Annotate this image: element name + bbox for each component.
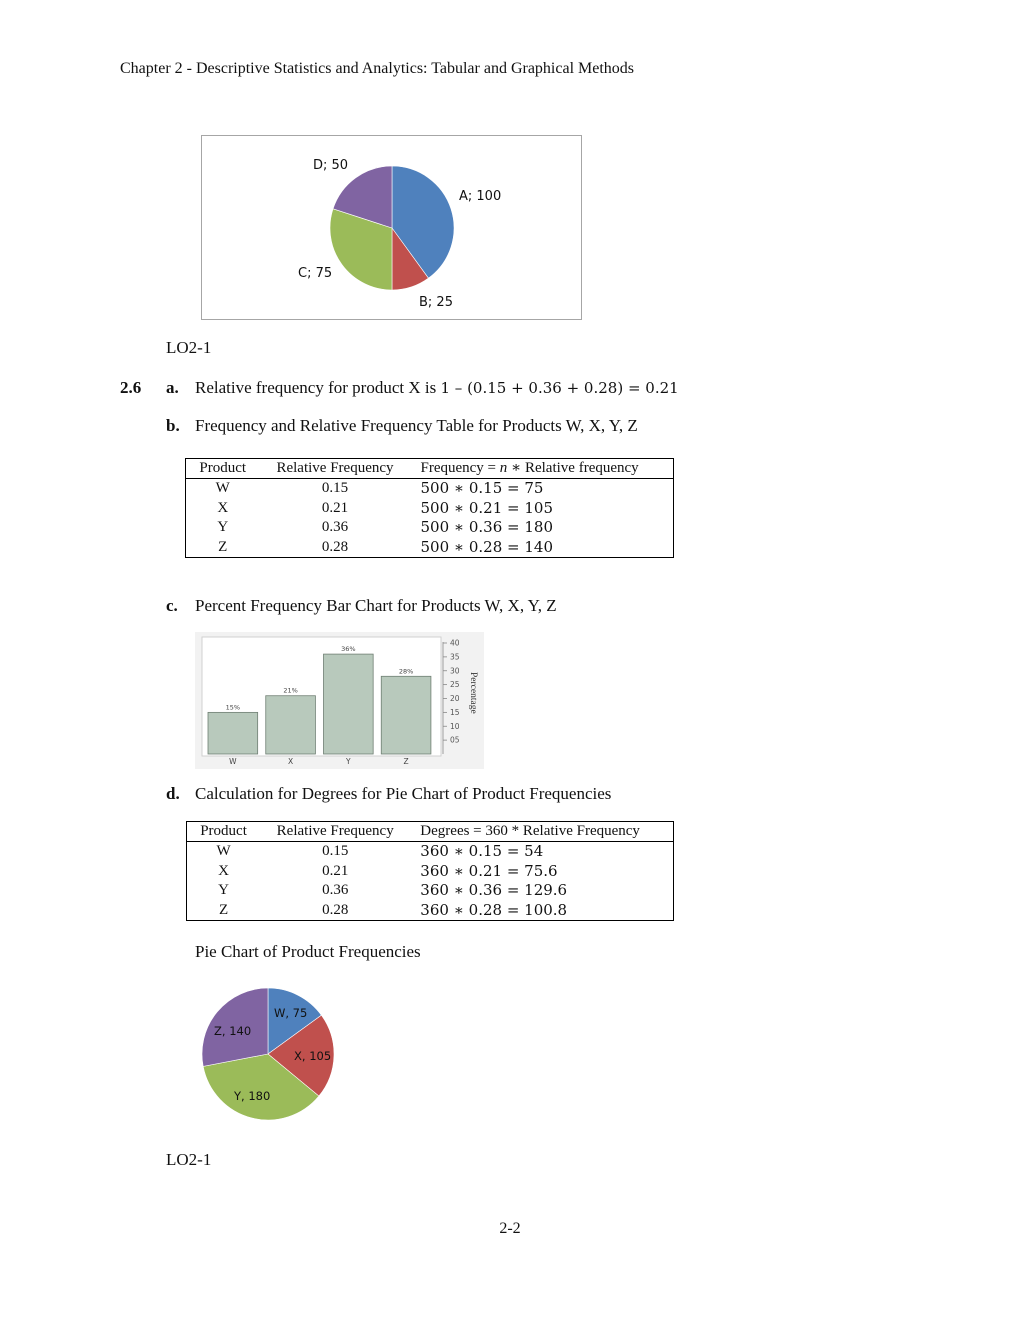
y-tick-label: 40 — [450, 638, 460, 648]
frequency-table-header — [186, 459, 674, 479]
pie-products-label-z: Z, 140 — [214, 1024, 252, 1038]
part-d-text: Calculation for Degrees for Pie Chart of Product Frequencies — [195, 784, 612, 803]
degrees-table-wrap — [186, 821, 674, 921]
frequency-table-cell-product: X — [217, 499, 229, 516]
bar-w — [208, 712, 258, 754]
part-c-letter: c. — [166, 596, 178, 615]
frequency-table-cell-relative-frequency: 0.28 — [321, 538, 349, 555]
frequency-table-cell-relative-frequency: 0.36 — [321, 519, 349, 535]
part-c-text: Percent Frequency Bar Chart for Products W, X, Y, Z — [195, 596, 557, 615]
lo-label-top: LO2-1 — [166, 338, 212, 357]
frequency-table-row — [186, 538, 674, 558]
degrees-table-cell-value: 360 ∗ 0.15 = 54 — [420, 842, 544, 860]
frequency-table-wrap — [185, 458, 674, 558]
degrees-table-cell-relative-frequency: 0.36 — [322, 882, 349, 898]
y-axis-title: Percentage — [468, 672, 478, 714]
pie-products-label-x: X, 105 — [294, 1049, 332, 1063]
frequency-table — [185, 458, 674, 558]
col-frequency-n: n — [499, 460, 508, 476]
col-relative-frequency: Relative Frequency — [260, 459, 411, 479]
col-frequency-rest: ∗ Relative frequency — [507, 460, 639, 476]
frequency-table-cell-relative-frequency: 0.21 — [321, 499, 349, 516]
frequency-table-row — [186, 479, 674, 499]
col-relative-frequency: Relative Frequency — [260, 822, 410, 842]
y-tick-label: 20 — [450, 694, 460, 703]
frequency-table-cell-value: 500 ∗ 0.15 = 75 — [420, 479, 544, 497]
degrees-table-cell-relative-frequency: 0.28 — [322, 901, 349, 918]
pie-chart-products — [195, 980, 345, 1130]
col-frequency — [411, 459, 674, 479]
y-tick-label: 35 — [450, 652, 460, 662]
x-tick-label: Z — [403, 757, 409, 766]
frequency-table-row — [186, 499, 674, 519]
pie-products-label-y: Y, 180 — [234, 1089, 271, 1103]
frequency-table-cell-value: 500 ∗ 0.28 = 140 — [420, 537, 553, 556]
x-tick-label: Y — [346, 757, 351, 766]
pie-abcd-label-d: D; 50 — [313, 158, 349, 173]
y-tick-label: 15 — [450, 707, 460, 717]
col-degrees: Degrees = 360 * Relative Frequency — [410, 822, 673, 842]
part-a-statement: Relative frequency for product X is — [195, 378, 437, 397]
part-a-math: 1 – (0.15 + 0.36 + 0.28) = 0.21 — [440, 379, 679, 397]
frequency-table-cell-product: W — [215, 480, 230, 496]
frequency-table-row — [186, 518, 674, 538]
bar-data-label: 15% — [225, 703, 241, 712]
bar-data-label: 21% — [283, 686, 298, 695]
percent-bar-chart — [195, 632, 484, 769]
pie-chart-abcd — [201, 135, 582, 320]
degrees-table-row — [187, 842, 674, 862]
degrees-table-cell-product: W — [216, 843, 231, 859]
y-tick-label: 25 — [450, 680, 460, 690]
y-tick-label: 05 — [450, 735, 460, 745]
pie-abcd-label-c: C; 75 — [298, 266, 333, 281]
pie-chart-abcd-svg — [202, 136, 581, 319]
degrees-table-cell-product: Z — [218, 901, 229, 918]
bar-data-label: 36% — [341, 645, 356, 654]
col-product: Product — [187, 822, 261, 842]
degrees-table-header — [187, 822, 674, 842]
degrees-table-cell-relative-frequency: 0.15 — [322, 843, 349, 859]
x-tick-label: W — [229, 757, 237, 766]
frequency-table-cell-value: 500 ∗ 0.36 = 180 — [420, 518, 553, 536]
y-tick-label: 30 — [450, 666, 460, 676]
bar-data-label: 28% — [398, 667, 414, 676]
degrees-table-row — [187, 862, 674, 882]
degrees-table-cell-product: Y — [218, 882, 229, 898]
degrees-table — [186, 821, 674, 921]
degrees-table-cell-value: 360 ∗ 0.28 = 100.8 — [420, 900, 568, 919]
pie-products-label-w: W, 75 — [274, 1006, 308, 1020]
degrees-table-row — [187, 901, 674, 921]
pie-abcd-label-b: B; 25 — [419, 295, 453, 310]
frequency-table-cell-value: 500 ∗ 0.21 = 105 — [420, 498, 553, 517]
degrees-table-row — [187, 881, 674, 901]
part-a-text — [195, 378, 679, 398]
degrees-table-cell-product: X — [218, 862, 229, 879]
part-a-letter: a. — [166, 378, 179, 397]
frequency-table-cell-relative-frequency: 0.15 — [321, 480, 349, 496]
col-product: Product — [186, 459, 260, 479]
part-b-letter: b. — [166, 416, 180, 435]
bar-z — [381, 676, 431, 754]
page-header: Chapter 2 - Descriptive Statistics and Analytics: Tabular and Graphical Methods — [120, 60, 635, 77]
problem-number: 2.6 — [120, 378, 142, 397]
pie-caption: Pie Chart of Product Frequencies — [195, 942, 421, 961]
degrees-table-cell-value: 360 ∗ 0.21 = 75.6 — [420, 861, 558, 880]
frequency-table-cell-product: Y — [217, 519, 229, 535]
x-tick-label: X — [288, 757, 294, 766]
bar-y — [324, 654, 374, 754]
lo-label-bottom: LO2-1 — [166, 1150, 212, 1169]
bar-x — [266, 696, 316, 754]
part-b-text: Frequency and Relative Frequency Table for Products W, X, Y, Z — [195, 416, 638, 435]
pie-chart-products-svg — [195, 980, 345, 1130]
frequency-table-cell-product: Z — [218, 538, 228, 555]
col-frequency-text: Frequency = — [420, 460, 500, 476]
bar-chart-frame — [195, 632, 484, 769]
part-d-letter: d. — [166, 784, 180, 803]
degrees-table-cell-relative-frequency: 0.21 — [322, 862, 349, 879]
degrees-table-cell-value: 360 ∗ 0.36 = 129.6 — [420, 881, 568, 899]
page-number: 2-2 — [499, 1220, 521, 1237]
y-tick-label: 10 — [450, 721, 460, 731]
pie-abcd-label-a: A; 100 — [459, 189, 502, 204]
